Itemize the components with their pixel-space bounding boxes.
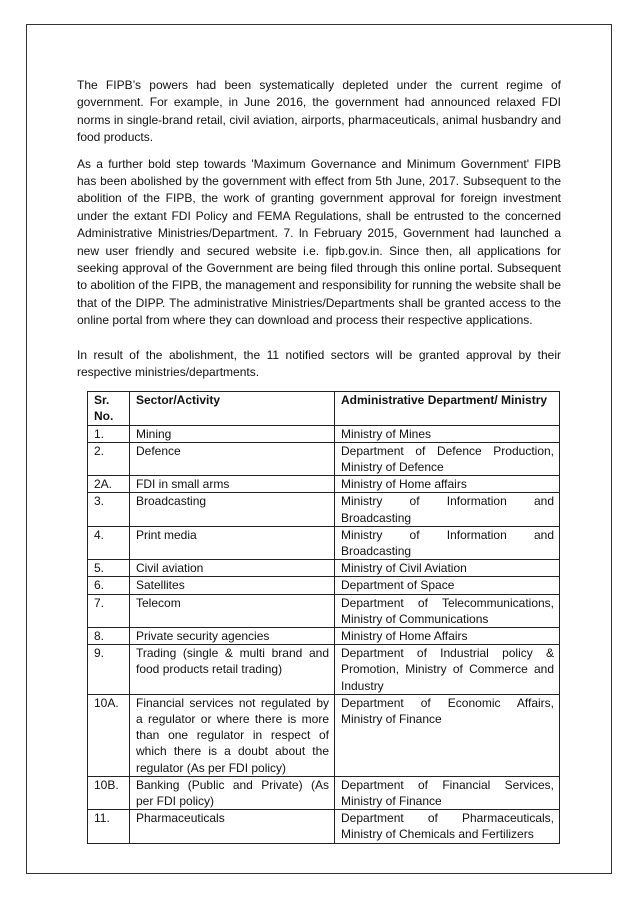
cell-sector: Trading (single & multi brand and food products retail trading) — [130, 645, 335, 695]
cell-ministry: Department of Telecommunications, Ministry of Communications — [335, 594, 560, 627]
table-row — [88, 627, 560, 644]
cell-sr: 5. — [88, 560, 130, 577]
table-header-row — [88, 391, 560, 425]
sectors-table — [87, 391, 560, 844]
header-ministry: Administrative Department/ Ministry — [335, 391, 560, 425]
table-row — [88, 694, 560, 776]
cell-ministry: Department of Industrial policy & Promotion, Ministry of Commerce and Industry — [335, 645, 560, 695]
paragraph-fipb-abolished: As a further bold step towards 'Maximum Governance and Minimum Government' FIPB has been abolished by the government with effect from 5th June, 2017. Subsequent to the abolition of the FIPB, the work of granting government approval for foreign investment under the extant FDI Policy and FEMA Regulations, shall be entrusted to the concerned Administrative Ministries/Department. 7. ln February 2015, Government had launched a new user friendly and secured website i.e. fipb.gov.in. Since then, all applications for seeking approval of the Government are being filed through this online portal. Subsequent to abolition of the FIPB, the management and responsibility for running the website shall be that of the DIPP. The administrative Ministries/Departments shall be granted access to the online portal from where they can download and process their respective applications. — [77, 156, 561, 328]
cell-ministry: Ministry of Civil Aviation — [335, 560, 560, 577]
cell-sr: 7. — [88, 594, 130, 627]
cell-sector: Broadcasting — [130, 493, 335, 526]
cell-ministry: Department of Space — [335, 577, 560, 594]
cell-sector: Pharmaceuticals — [130, 810, 335, 843]
cell-sr: 8. — [88, 627, 130, 644]
cell-ministry: Ministry of Information and Broadcasting — [335, 526, 560, 559]
cell-ministry: Ministry of Information and Broadcasting — [335, 493, 560, 526]
cell-sector: Banking (Public and Private) (As per FDI policy) — [130, 776, 335, 809]
table-row — [88, 776, 560, 809]
table-row — [88, 577, 560, 594]
cell-sr: 11. — [88, 810, 130, 843]
table-row — [88, 476, 560, 493]
table-row — [88, 493, 560, 526]
cell-sector: FDI in small arms — [130, 476, 335, 493]
cell-ministry: Department of Defence Production, Ministry of Defence — [335, 442, 560, 475]
cell-sr: 9. — [88, 645, 130, 695]
table-row — [88, 810, 560, 843]
cell-sr: 10B. — [88, 776, 130, 809]
paragraph-sectors-intro: In result of the abolishment, the 11 notified sectors will be granted approval by their respective ministries/departments. — [77, 347, 561, 380]
cell-sector: Financial services not regulated by a regulator or where there is more than one regulator in respect of which there is a doubt about the regulator (As per FDI policy) — [130, 694, 335, 776]
header-sector: Sector/Activity — [130, 391, 335, 425]
table-row — [88, 594, 560, 627]
cell-sector: Mining — [130, 425, 335, 442]
cell-sector: Civil aviation — [130, 560, 335, 577]
cell-ministry: Ministry of Mines — [335, 425, 560, 442]
paragraph-fipb-powers: The FIPB’s powers had been systematically depleted under the current regime of government. For example, in June 2016, the government had announced relaxed FDI norms in single-brand retail, civil aviation, airports, pharmaceuticals, animal husbandry and food products. — [77, 78, 561, 145]
cell-sector: Telecom — [130, 594, 335, 627]
cell-sr: 4. — [88, 526, 130, 559]
cell-sector: Defence — [130, 442, 335, 475]
cell-sr: 1. — [88, 425, 130, 442]
document-body — [77, 77, 561, 844]
cell-sector: Satellites — [130, 577, 335, 594]
cell-sr: 10A. — [88, 694, 130, 776]
header-sr-no: Sr. No. — [88, 391, 130, 425]
cell-ministry: Department of Financial Services, Ministry of Finance — [335, 776, 560, 809]
table-row — [88, 526, 560, 559]
table-row — [88, 560, 560, 577]
table-row — [88, 425, 560, 442]
cell-ministry: Ministry of Home Affairs — [335, 627, 560, 644]
cell-sr: 6. — [88, 577, 130, 594]
cell-sector: Private security agencies — [130, 627, 335, 644]
cell-sr: 2. — [88, 442, 130, 475]
cell-sr: 2A. — [88, 476, 130, 493]
cell-ministry: Ministry of Home affairs — [335, 476, 560, 493]
cell-sr: 3. — [88, 493, 130, 526]
table-row — [88, 442, 560, 475]
cell-ministry: Department of Pharmaceuticals, Ministry of Chemicals and Fertilizers — [335, 810, 560, 843]
cell-ministry: Department of Economic Affairs, Ministry of Finance — [335, 694, 560, 776]
cell-sector: Print media — [130, 526, 335, 559]
table-row — [88, 645, 560, 695]
